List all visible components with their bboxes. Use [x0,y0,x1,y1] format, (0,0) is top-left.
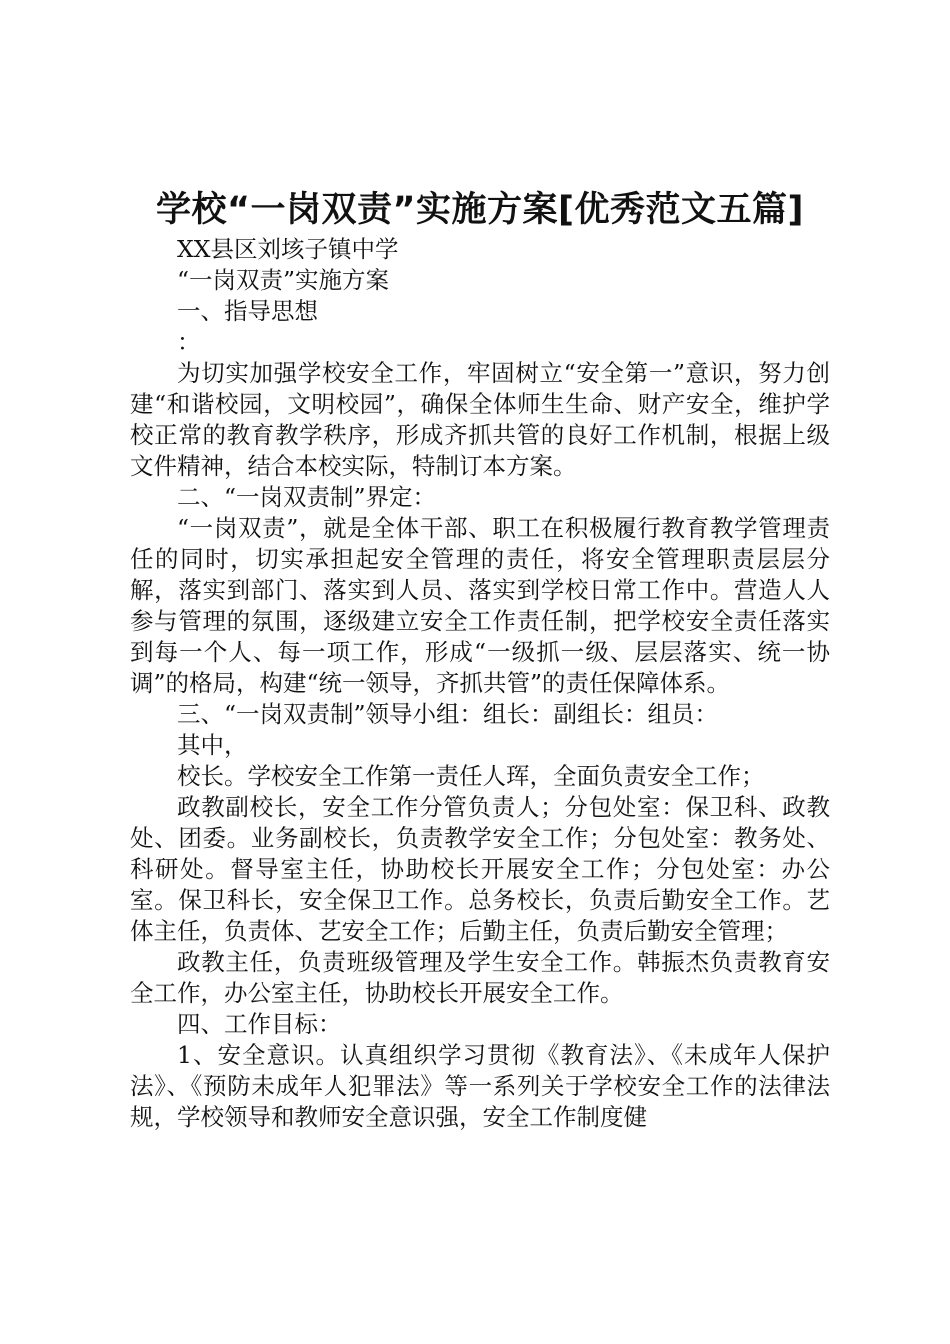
paragraph-definition: “一岗双责”，就是全体干部、职工在积极履行教育教学管理责任的同时，切实承担起安全管理的责任，将安全管理职责层层分解，落实到部门、落实到人员、落实到学校日常工作中。营造人人参与管理的氛围，逐级建立安全工作责任制，把学校安全责任落实到每一个人、每一项工作，形成“一级抓一级、层层落实、统一协调”的格局，构建“统一领导，齐抓共管”的责任保障体系。 [130,514,830,697]
paragraph-school-name: XX县区刘垓子镇中学 [177,235,399,263]
document-title: 学校“一岗双责”实施方案[优秀范文五篇] [156,190,804,230]
paragraph-safety-awareness: 1、安全意识。认真组织学习贯彻《教育法》、《未成年人保护法》、《预防未成年人犯罪法》等一系列关于学校安全工作的法律法规，学校领导和教师安全意识强，安全工作制度健 [130,1041,830,1131]
paragraph-plan-subtitle: “一岗双责”实施方案 [177,266,390,294]
document-page [130,188,830,1133]
heading-leadership-group: 三、“一岗双责制”领导小组：组长：副组长：组员： [177,700,719,728]
document-body [130,234,830,1133]
paragraph-purpose: 为切实加强学校安全工作，牢固树立“安全第一”意识，努力创建“和谐校园，文明校园”，确保全体师生生命、财产安全，维护学校正常的教育教学秩序，形成齐抓共管的良好工作机制，根据上级文件精神，结合本校实际，特制订本方案。 [130,359,830,480]
heading-work-goals: 四、工作目标： [177,1010,342,1038]
paragraph-among-them: 其中， [177,731,248,759]
paragraph-principal: 校长。学校安全工作第一责任人珲，全面负责安全工作； [177,762,765,790]
paragraph-colon: ： [177,328,201,356]
paragraph-political-director: 政教主任，负责班级管理及学生安全工作。韩振杰负责教育安全工作，办公室主任，协助校长开展安全工作。 [130,948,830,1007]
heading-definition: 二、“一岗双责制”界定： [177,483,437,511]
paragraph-vice-principals: 政教副校长，安全工作分管负责人；分包处室：保卫科、政教处、团委。业务副校长，负责教学安全工作；分包处室：教务处、科研处。督导室主任，协助校长开展安全工作；分包处室：办公室。保卫科长，安全保卫工作。总务校长，负责后勤安全工作。艺体主任，负责体、艺安全工作；后勤主任，负责后勤安全管理； [130,793,830,945]
heading-guiding-thought: 一、指导思想 [177,297,318,325]
